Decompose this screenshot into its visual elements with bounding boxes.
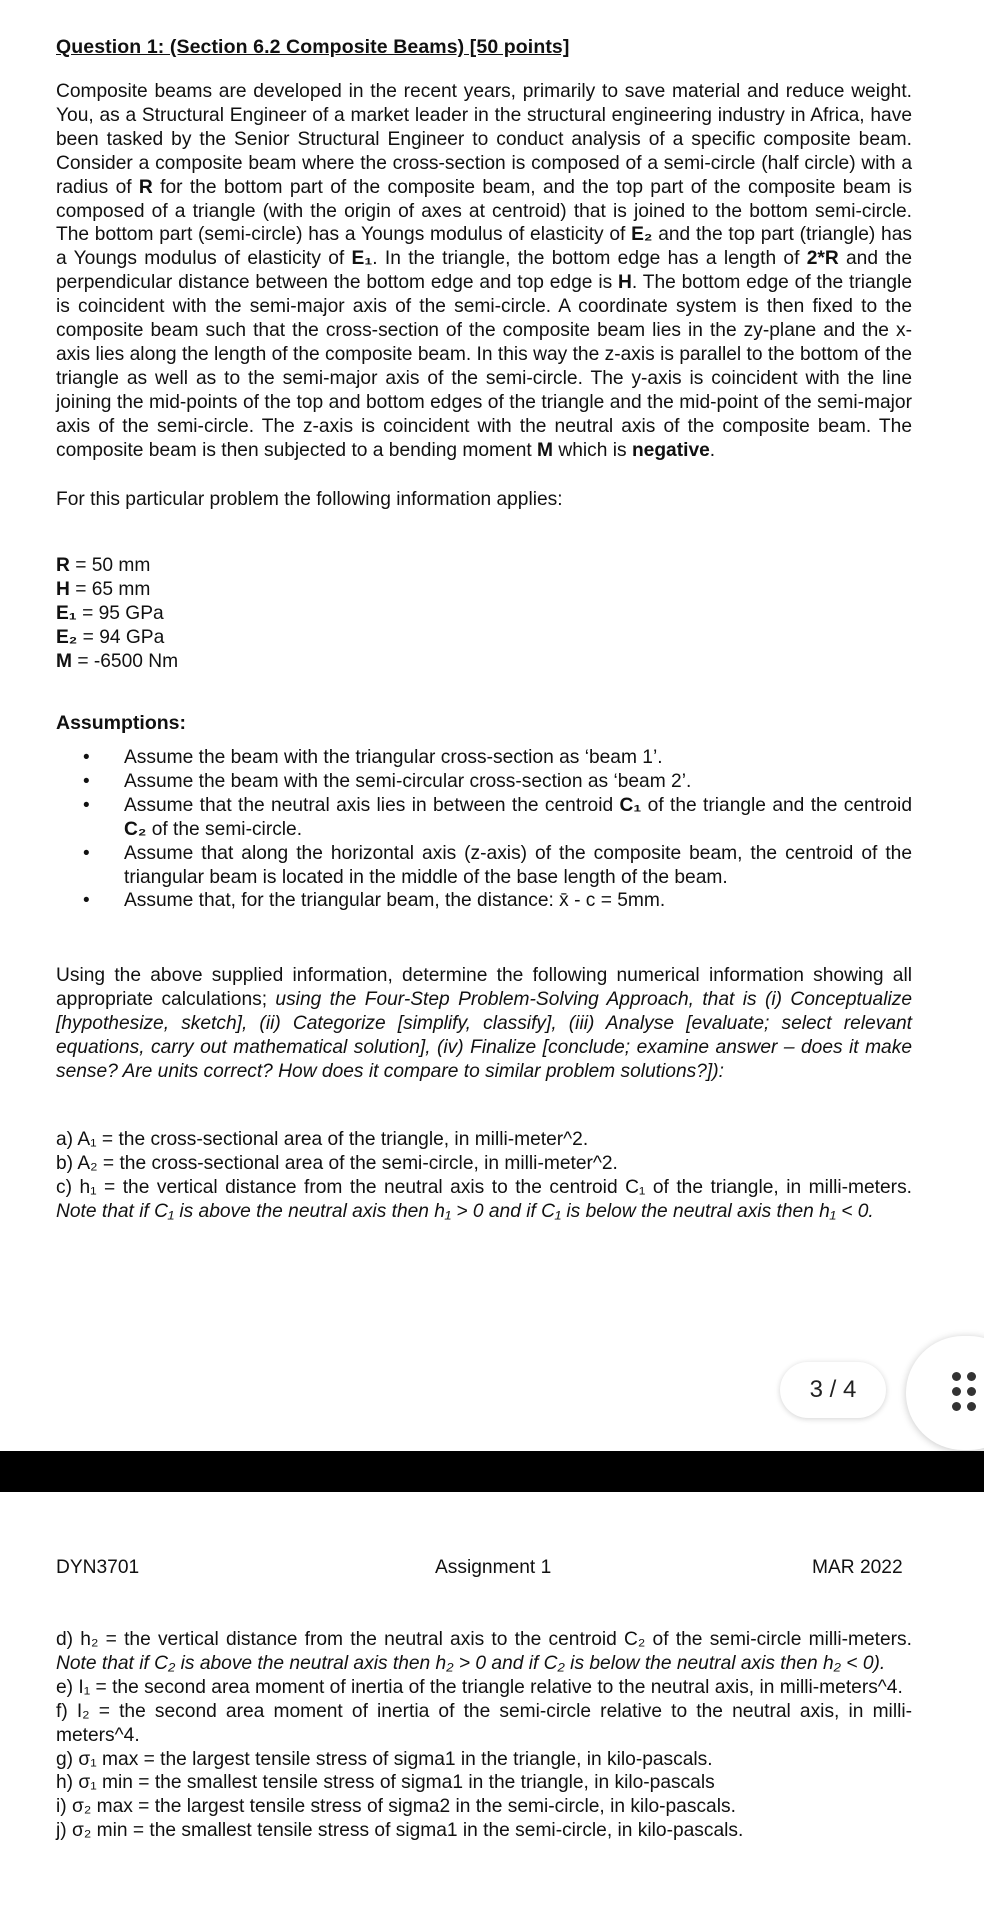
- item-e: e) I₁ = the second area moment of inertia of the triangle relative to the neutral axis, in milli-meters^4.: [56, 1676, 903, 1698]
- assumption-item: • Assume the beam with the triangular cross-section as ‘beam 1’.: [83, 747, 663, 768]
- assumption-item: • Assume that the neutral axis lies in between the centroid C₁ of the triangle and the centroid C₂ of the semi-circle.: [83, 794, 912, 840]
- page-divider: [0, 1451, 984, 1492]
- item-g: g) σ₁ max = the largest tensile stress of sigma1 in the triangle, in kilo-pascals.: [56, 1748, 713, 1770]
- assumption-item: • Assume the beam with the semi-circular cross-section as ‘beam 2’.: [83, 770, 692, 792]
- method-instructions: Using the above supplied information, determine the following numerical information showing all appropriate calculations; using the Four-Step Problem-Solving Approach, that is (i) Conceptualize [hypothesize, sketch], (ii) Categorize [simplify, classify], (iii) Analyse [evaluate; select relevant equations, carry out mathematical solution], (iv) Finalize [conclude; examine answer – does it make sense? Are units correct? How does it compare to similar problem solutions?]):: [56, 965, 912, 1082]
- more-options-icon[interactable]: [952, 1372, 978, 1412]
- item-f: f) I₂ = the second area moment of inertia of the semi-circle relative to the neutral axis, in milli-meters^4.: [56, 1700, 912, 1746]
- item-h: h) σ₁ min = the smallest tensile stress of sigma1 in the triangle, in kilo-pascals: [56, 1772, 715, 1794]
- param-e2: E₂ = 94 GPa: [56, 627, 165, 648]
- assumption-item: • Assume that along the horizontal axis (z-axis) of the composite beam, the centroid of the triangular beam is located in the middle of the base length of the beam.: [83, 842, 912, 888]
- param-m: M = -6500 Nm: [56, 651, 179, 672]
- question-items-part2: [56, 1628, 912, 1843]
- item-j: j) σ₂ min = the smallest tensile stress of sigma1 in the semi-circle, in kilo-pascals.: [56, 1820, 744, 1842]
- question-items-part1: [56, 1128, 912, 1224]
- item-i: i) σ₂ max = the largest tensile stress of sigma2 in the semi-circle, in kilo-pascals.: [56, 1796, 736, 1818]
- assumptions-list: [56, 746, 912, 913]
- param-r: R = 50 mm: [56, 555, 151, 576]
- given-parameters: [56, 554, 178, 674]
- header-assignment: Assignment 1: [435, 1557, 552, 1578]
- assumptions-heading: Assumptions:: [56, 712, 187, 734]
- param-e1: E₁ = 95 GPa: [56, 603, 164, 624]
- assumption-item: • Assume that, for the triangular beam, the distance: x̄ - c = 5mm.: [83, 890, 666, 912]
- header-course-code: DYN3701: [56, 1557, 140, 1578]
- item-b: b) A₂ = the cross-sectional area of the semi-circle, in milli-meter^2.: [56, 1152, 618, 1174]
- item-c: c) h₁ = the vertical distance from the neutral axis to the centroid C₁ of the triangle, in milli-meters. Note that if C₁ is above the neutral axis then h₁ > 0 and if C₁ is below the neutral axis then h₁ < 0.: [56, 1176, 912, 1222]
- information-intro: For this particular problem the following information applies:: [56, 489, 563, 510]
- problem-description: Composite beams are developed in the recent years, primarily to save material and reduce weight. You, as a Structural Engineer of a market leader in the structural engineering industry in Africa, have been tasked by the Senior Structural Engineer to conduct analysis of a specific composite beam. Consider a composite beam where the cross-section is composed of a semi-circle (half circle) with a radius of R for the bottom part of the composite beam, and the top part of the composite beam is composed of a triangle (with the origin of axes at centroid) that is joined to the bottom semi-circle. The bottom part (semi-circle) has a Youngs modulus of elasticity of E₂ and the top part (triangle) has a Youngs modulus of elasticity of E₁. In the triangle, the bottom edge has a length of 2*R and the perpendicular distance between the bottom edge and top edge is H. The bottom edge of the triangle is coincident with the semi-major axis of the semi-circle. A coordinate system is then fixed to the composite beam such that the cross-section of the composite beam lies in the zy-plane and the x-axis lies along the length of the composite beam. In this way the z-axis is parallel to the bottom of the triangle as well as to the semi-major axis of the semi-circle. The y-axis is coincident with the line joining the mid-points of the top and bottom edges of the triangle and the mid-point of the semi-major axis of the semi-circle. The z-axis is coincident with the neutral axis of the composite beam. The composite beam is then subjected to a bending moment M which is negative.: [56, 81, 912, 461]
- header-date: MAR 2022: [812, 1557, 903, 1578]
- item-d: d) h₂ = the vertical distance from the neutral axis to the centroid C₂ of the semi-circle milli-meters. Note that if C₂ is above the neutral axis then h₂ > 0 and if C₂ is below the neutral axis then h₂ < 0).: [56, 1629, 912, 1674]
- question-heading: Question 1: (Section 6.2 Composite Beams) [50 points]: [56, 36, 570, 58]
- page-indicator: 3 / 4: [780, 1362, 886, 1418]
- item-a: a) A₁ = the cross-sectional area of the triangle, in milli-meter^2.: [56, 1129, 589, 1150]
- param-h: H = 65 mm: [56, 579, 151, 600]
